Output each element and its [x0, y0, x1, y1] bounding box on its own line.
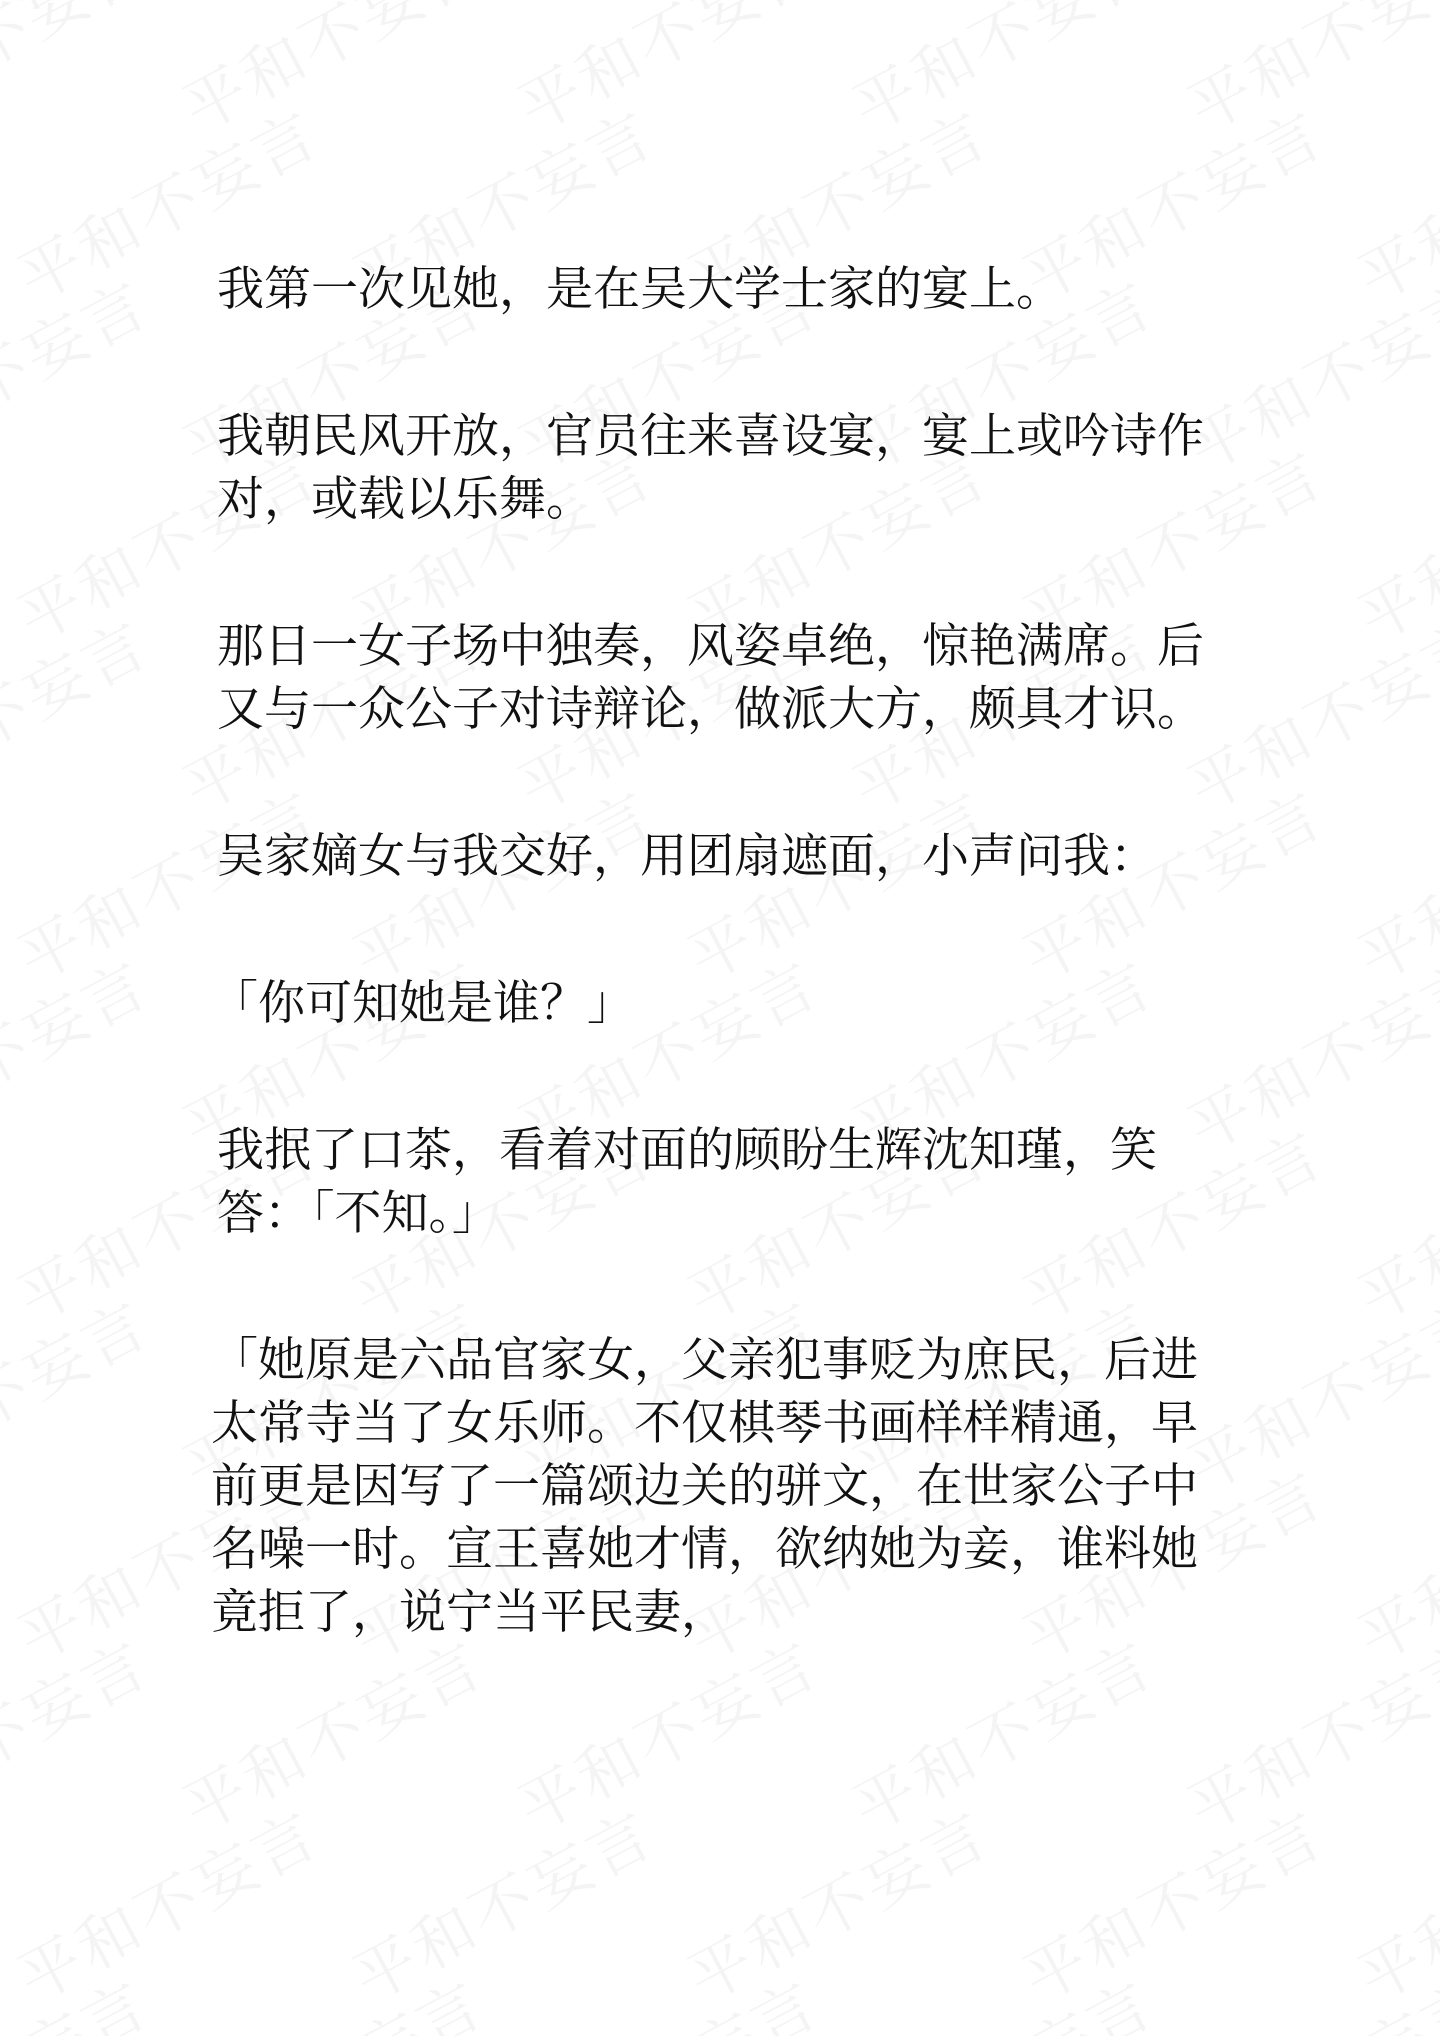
- watermark-text: [500, 0, 833, 149]
- paragraph-3: 那日一女子场中独奏，风姿卓绝，惊艳满席。后又与一众公子对诗辩论，做派大方，颇具才识。: [217, 619, 1204, 737]
- watermark-text: [335, 1785, 668, 2019]
- watermark-text: [0, 1785, 333, 2019]
- paragraph-6: 我抿了口茶，看着对面的顾盼生辉沈知瑾，笑答：「不知。」: [217, 1123, 1157, 1241]
- watermark-text: [835, 0, 1168, 149]
- watermark-text: [0, 935, 163, 1169]
- watermark-text: [1340, 1785, 1440, 2019]
- watermark-text: [0, 255, 163, 489]
- paragraph-5: 「你可知她是谁？」: [211, 976, 634, 1031]
- paragraph-7: 「她原是六品官家女，父亲犯事贬为庶民，后进太常寺当了女乐师。不仅棋琴书画样样精通，早前更是因写了一篇颂边关的骈文，在世家公子中名噪一时。宣王喜她才情，欲纳她为妾，谁料她竟拒了，说宁当平民妻，: [211, 1333, 1198, 1640]
- watermark-text: [1340, 1105, 1440, 1339]
- watermark-text: [835, 1955, 1168, 2036]
- watermark-text: [1005, 1785, 1338, 2019]
- watermark-text: [0, 595, 163, 829]
- watermark-text: [500, 1955, 833, 2036]
- watermark-text: [0, 1955, 163, 2036]
- watermark-text: [670, 1785, 1003, 2019]
- paragraph-2: 我朝民风开放，官员往来喜设宴，宴上或吟诗作对，或载以乐舞。: [217, 409, 1204, 527]
- article-body: [211, 258, 1227, 1728]
- watermark-text: [0, 0, 163, 149]
- watermark-text: [1170, 0, 1440, 149]
- paragraph-4: 吴家嫡女与我交好，用团扇遮面，小声问我：: [217, 829, 1157, 884]
- watermark-text: [0, 1615, 163, 1849]
- watermark-text: [1340, 765, 1440, 999]
- watermark-text: [1340, 1445, 1440, 1679]
- watermark-text: [0, 1275, 163, 1509]
- watermark-text: [165, 1955, 498, 2036]
- watermark-text: [1340, 425, 1440, 659]
- paragraph-1: 我第一次见她，是在吴大学士家的宴上。: [217, 262, 1063, 317]
- watermark-text: [1340, 85, 1440, 319]
- watermark-text: [165, 0, 498, 149]
- watermark-text: [1170, 1955, 1440, 2036]
